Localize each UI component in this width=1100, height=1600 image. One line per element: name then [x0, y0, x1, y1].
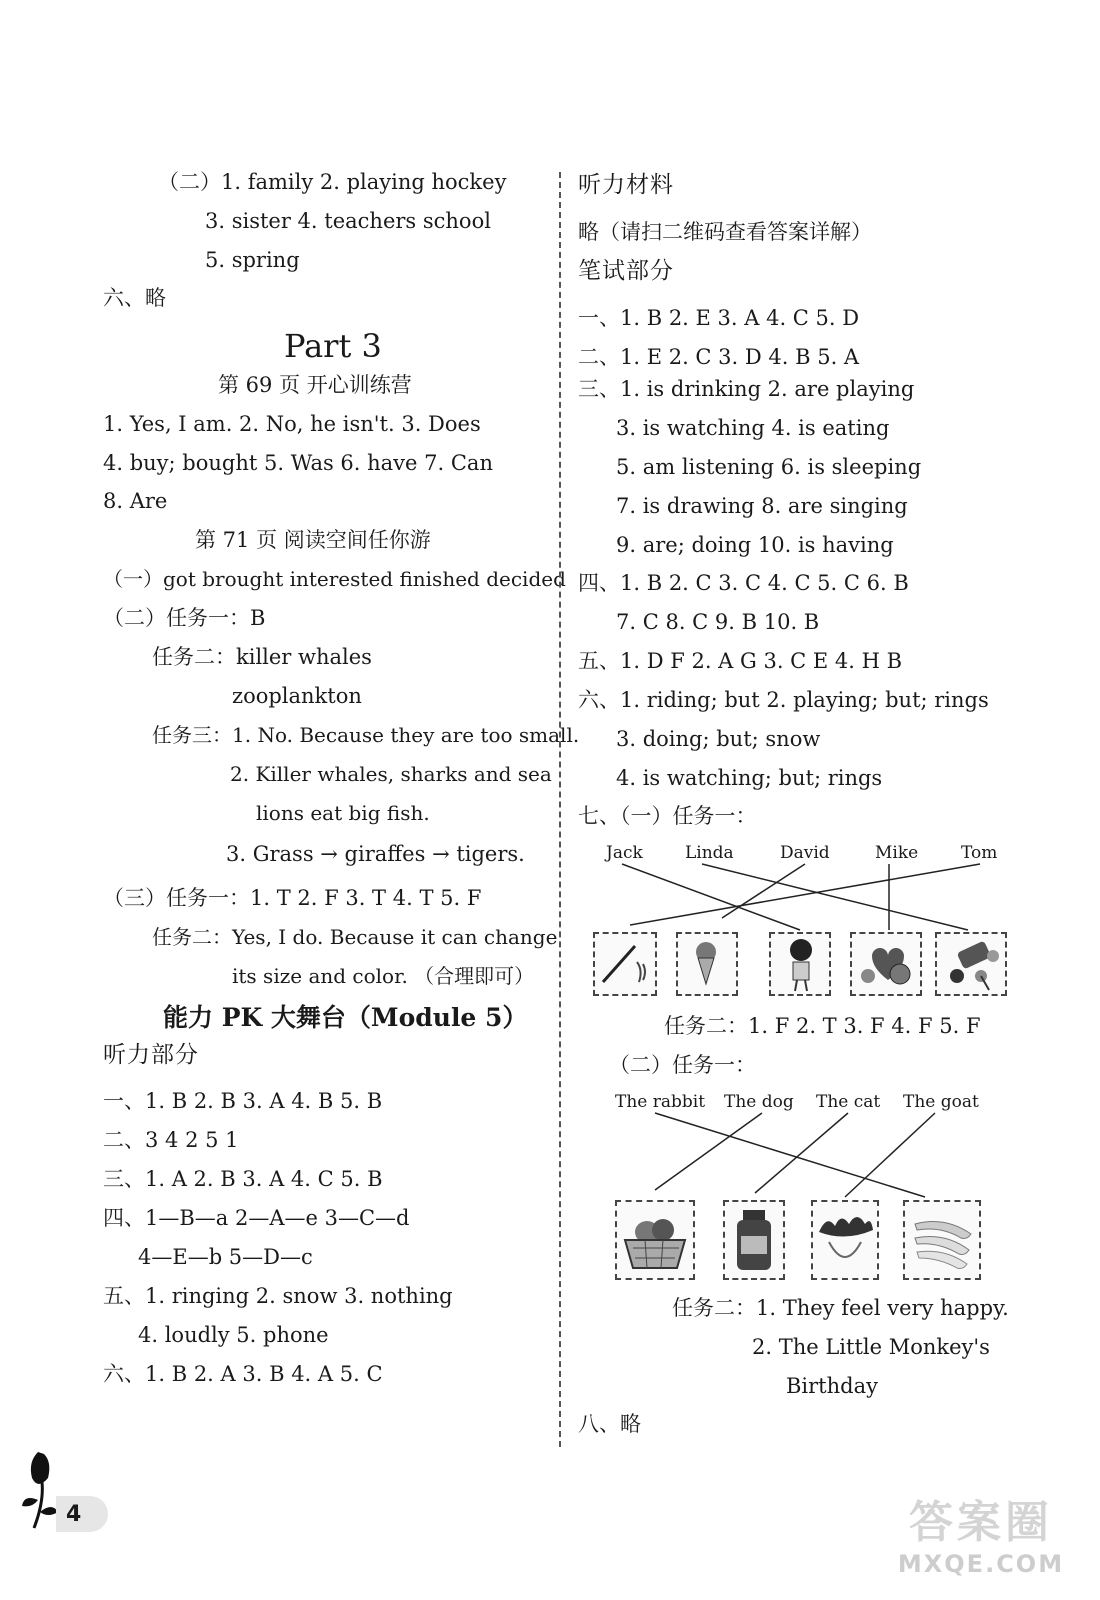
answer-line: 六、1. B 2. A 3. B 4. A 5. C — [103, 1362, 383, 1386]
fruit-basket-icon — [617, 1202, 693, 1278]
picture-box — [723, 1200, 785, 1280]
answer-line: 5. spring — [205, 248, 300, 272]
picture-box — [811, 1200, 879, 1280]
answer-line: 3. sister 4. teachers school — [205, 209, 491, 233]
answer-line: 2. Killer whales, sharks and sea — [230, 762, 552, 786]
answer-line: 一、1. B 2. E 3. A 4. C 5. D — [578, 306, 860, 330]
picture-box — [903, 1200, 981, 1280]
picture-box — [850, 932, 922, 996]
answer-line: 任务二：1. They feel very happy. — [672, 1296, 1009, 1320]
column-divider — [559, 172, 561, 1447]
match-name: The cat — [816, 1092, 881, 1112]
answer-line: （三）任务一：1. T 2. F 3. T 4. T 5. F — [103, 886, 482, 910]
answer-line: Birthday — [786, 1374, 878, 1398]
picture-box — [935, 932, 1007, 996]
answer-line: 六、略 — [103, 286, 166, 310]
match-line — [755, 1113, 848, 1193]
answer-line: 2. The Little Monkey's — [752, 1335, 990, 1359]
answer-line: 二、1. E 2. C 3. D 4. B 5. A — [578, 345, 860, 369]
drawing-brush-icon — [595, 934, 655, 994]
picture-box — [593, 932, 657, 996]
page-number: 4 — [66, 1502, 82, 1527]
answer-line: 三、1. is drinking 2. are playing — [578, 377, 915, 401]
answer-line: 六、1. riding; but 2. playing; but; rings — [578, 688, 989, 712]
section-heading: 听力材料 — [578, 172, 674, 198]
match-name: The rabbit — [615, 1092, 706, 1112]
answer-line: 略（请扫二维码查看答案详解） — [578, 220, 872, 244]
answer-line: 八、略 — [578, 1412, 641, 1436]
answer-line: 7. is drawing 8. are singing — [616, 494, 908, 518]
match-name: Linda — [685, 843, 734, 863]
answer-line: 3. is watching 4. is eating — [616, 416, 890, 440]
answer-line: （二）任务一：B — [103, 606, 266, 630]
answer-line: 五、1. ringing 2. snow 3. nothing — [103, 1284, 453, 1308]
answer-line: 9. are; doing 10. is having — [616, 533, 894, 557]
answer-line: 4. buy; bought 5. Was 6. have 7. Can — [103, 451, 493, 475]
answer-line: 五、1. D F 2. A G 3. C E 4. H B — [578, 649, 903, 673]
section-title: Part 3 — [284, 327, 382, 365]
answer-line: 七、（一）任务一： — [578, 804, 757, 828]
picture-box — [615, 1200, 695, 1280]
answer-line: 二、3 4 2 5 1 — [103, 1128, 239, 1152]
picture-box — [769, 932, 831, 996]
match-name: The goat — [903, 1092, 979, 1112]
answer-line: 一、1. B 2. B 3. A 4. B 5. B — [103, 1089, 383, 1113]
match-name: The dog — [724, 1092, 794, 1112]
answer-line: 4. is watching; but; rings — [616, 766, 883, 790]
answer-line: lions eat big fish. — [256, 801, 430, 825]
match-line — [845, 1113, 935, 1197]
answer-line: 三、1. A 2. B 3. A 4. C 5. B — [103, 1167, 383, 1191]
bananas-icon — [905, 1202, 979, 1278]
answer-line: 7. C 8. C 9. B 10. B — [616, 610, 820, 634]
match-name: Tom — [961, 843, 998, 863]
picture-box — [676, 932, 738, 996]
answer-line: 4—E—b 5—D—c — [138, 1245, 313, 1269]
answer-line: 5. am listening 6. is sleeping — [616, 455, 922, 479]
match-line — [655, 1113, 925, 1197]
match-line — [630, 864, 980, 925]
answer-line: zooplankton — [232, 684, 362, 708]
section-heading: 笔试部分 — [578, 258, 674, 284]
answer-line: 1. Yes, I am. 2. No, he isn't. 3. Does — [103, 412, 481, 436]
watermark — [896, 1486, 1066, 1586]
match-line — [622, 864, 800, 930]
answer-line: 任务二：Yes, I do. Because it can change — [152, 925, 558, 949]
subsection-title: 第 69 页 开心训练营 — [218, 373, 412, 397]
answer-line: 4. loudly 5. phone — [138, 1323, 329, 1347]
answer-line: 3. Grass → giraffes → tigers. — [226, 842, 525, 866]
watermark-url: MXQE.COM — [897, 1550, 1065, 1578]
answer-line: （二）任务一： — [609, 1053, 756, 1077]
match-name: Mike — [875, 843, 919, 863]
answer-line: 四、1. B 2. C 3. C 4. C 5. C 6. B — [578, 571, 909, 595]
match-name: David — [780, 843, 830, 863]
answer-line: its size and color. （合理即可） — [232, 964, 535, 988]
answer-line: 任务三：1. No. Because they are too small. — [152, 723, 580, 747]
grass-icon — [813, 1202, 877, 1278]
page-tab — [56, 1496, 108, 1532]
module-title: 能力 PK 大舞台（Module 5） — [163, 1003, 528, 1032]
answer-line: 8. Are — [103, 489, 168, 513]
section-heading: 听力部分 — [103, 1042, 199, 1068]
subsection-title: 第 71 页 阅读空间任你游 — [195, 528, 431, 552]
jar-icon — [725, 1202, 783, 1278]
watermark-logo: 答案圈 — [909, 1497, 1053, 1548]
match-line — [722, 864, 805, 918]
match-name: Jack — [606, 843, 643, 863]
match-line — [655, 1113, 762, 1190]
answer-line: 任务二：killer whales — [152, 645, 372, 669]
match-line — [702, 864, 968, 930]
cookies-icon — [852, 934, 920, 994]
answer-line: 3. doing; but; snow — [616, 727, 821, 751]
answer-line: （一）got brought interested finished decided — [103, 567, 566, 591]
candy-icon — [937, 934, 1005, 994]
ice-cream-icon — [678, 934, 736, 994]
girl-icon — [771, 934, 829, 994]
answer-line: 四、1—B—a 2—A—e 3—C—d — [103, 1206, 410, 1230]
answer-line: （二）1. family 2. playing hockey — [158, 170, 507, 194]
answer-line: 任务二：1. F 2. T 3. F 4. F 5. F — [664, 1014, 981, 1038]
